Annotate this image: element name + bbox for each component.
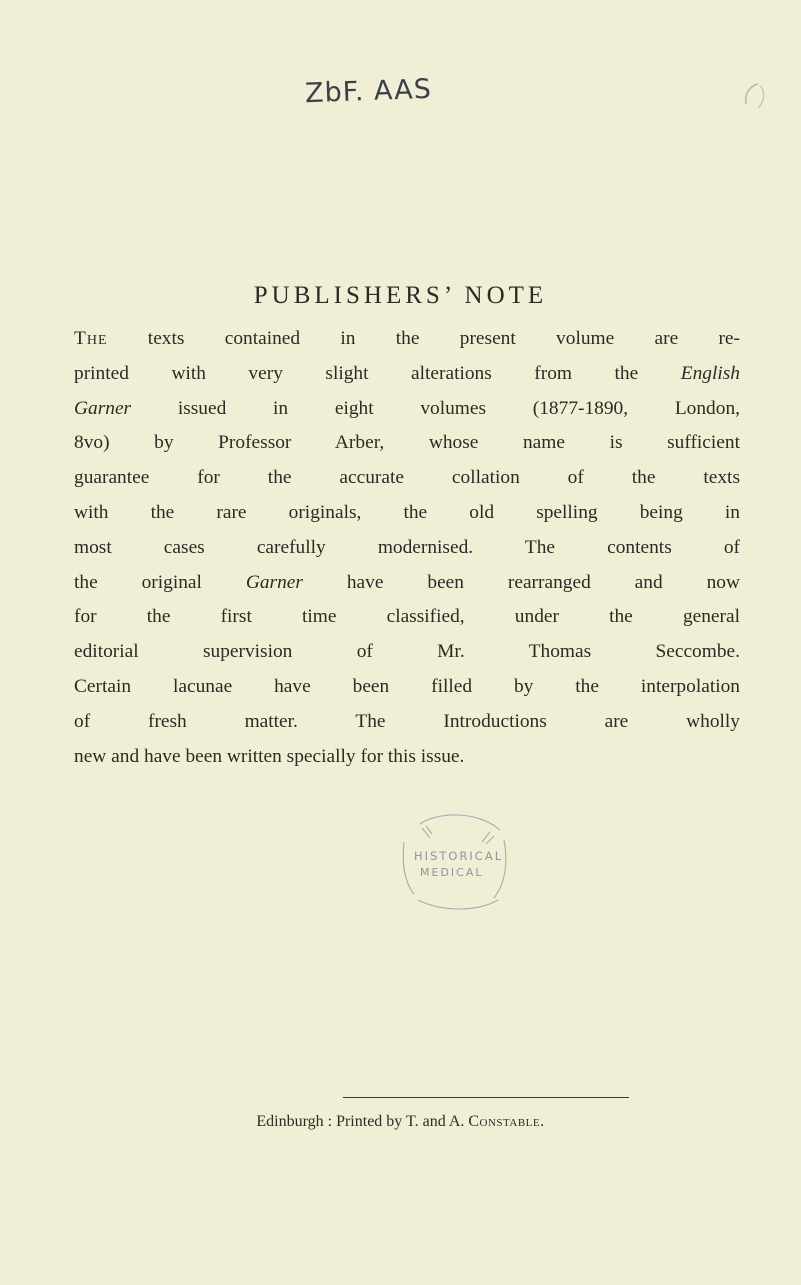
text-run: printed with very slight alterations from the (74, 362, 681, 384)
text-run: English (680, 362, 740, 384)
text-run: 8vo) by Professor Arber, whose name is sufficient (74, 432, 740, 454)
text-run: of fresh matter. The Introductions are wholly (74, 710, 740, 732)
handwritten-shelfmark: ZbF. AAS (304, 73, 433, 110)
text-run: new and have been written specially for this issue. (74, 745, 465, 767)
text-run: most cases carefully modernised. The contents of (74, 536, 740, 558)
stamp-line-2: MEDICAL (420, 866, 484, 879)
text-line (74, 357, 740, 392)
text-run: the original (74, 571, 246, 593)
text-line (74, 322, 740, 357)
text-run: have been rearranged and now (302, 571, 740, 593)
text-run: Certain lacunae have been filled by the interpolation (74, 675, 740, 697)
text-line (74, 566, 740, 601)
pencil-mark (740, 82, 768, 110)
text-run: issued in eight volumes (1877-1890, London, (131, 397, 740, 419)
text-line (74, 600, 740, 635)
text-line (74, 531, 740, 566)
text-line (74, 496, 740, 531)
stamp-line-1: HISTORICAL (414, 849, 504, 863)
imprint-printer-name: Constable. (468, 1113, 545, 1130)
text-line (74, 670, 740, 705)
text-line (74, 635, 740, 670)
text-line (74, 740, 740, 775)
imprint-rule (343, 1097, 629, 1098)
imprint-text: Edinburgh : Printed by T. and A. (256, 1113, 469, 1130)
text-run: guarantee for the accurate collation of the texts (74, 467, 740, 489)
text-run: with the rare originals, the old spelling being in (74, 501, 740, 523)
text-line (74, 461, 740, 496)
text-run: for the first time classified, under the general (74, 606, 740, 628)
text-line (74, 705, 740, 740)
text-line (74, 392, 740, 427)
text-run: Garner (74, 397, 132, 419)
publishers-note-text (74, 322, 740, 774)
text-line (74, 426, 740, 461)
page-title: PUBLISHERS’ NOTE (253, 282, 548, 309)
library-stamp (382, 812, 532, 912)
text-run: editorial supervision of Mr. Thomas Seccombe. (74, 641, 740, 663)
text-run: texts contained in the present volume are re- (107, 328, 740, 349)
printer-imprint (0, 1113, 801, 1131)
text-run: Garner (245, 571, 303, 593)
text-run: The (74, 328, 108, 349)
